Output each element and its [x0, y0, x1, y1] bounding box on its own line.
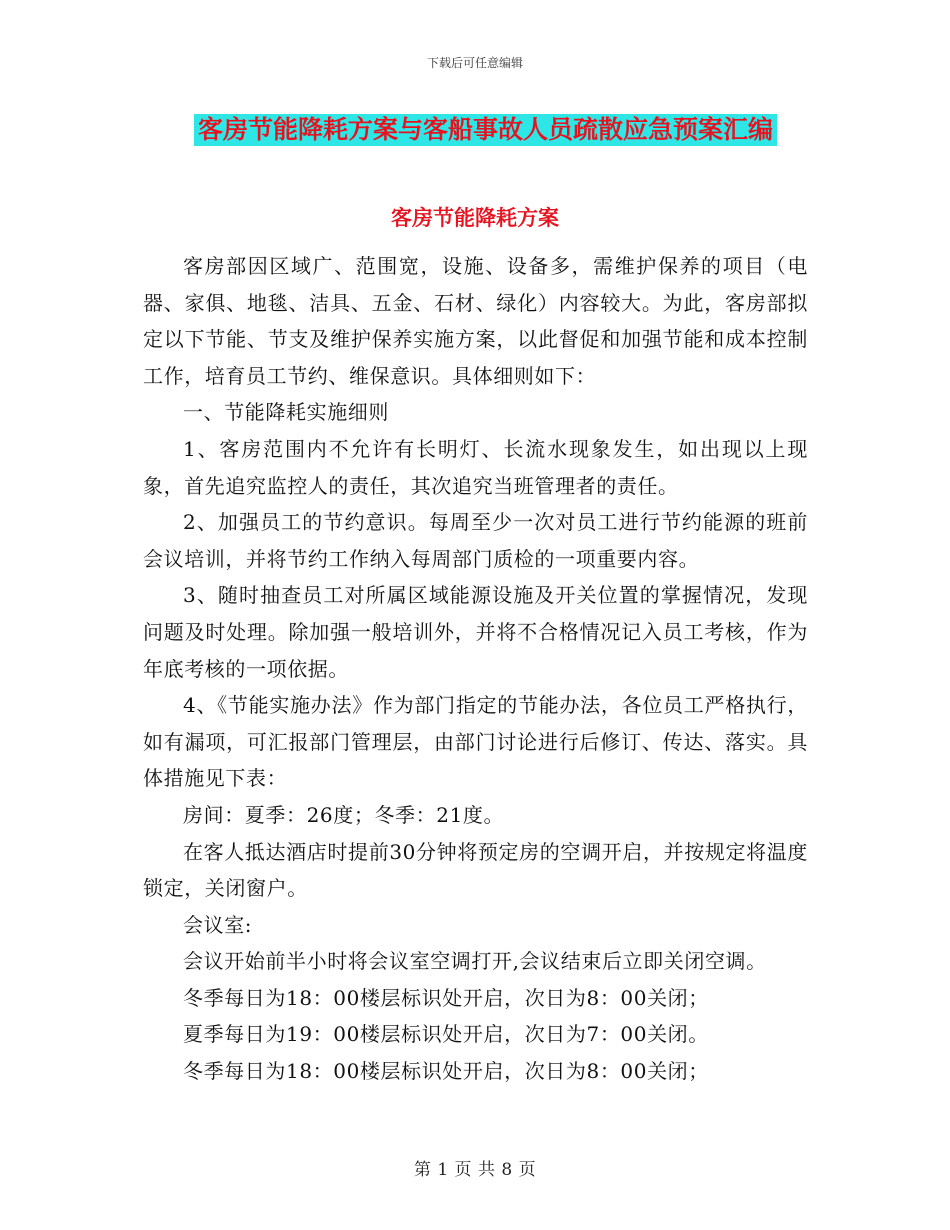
- paragraph-item-2: 2、加强员工的节约意识。每周至少一次对员工进行节约能源的班前会议培训，并将节约工作纳入每周部门质检的一项重要内容。: [143, 510, 808, 571]
- paragraph-summer-schedule: 夏季每日为19：00楼层标识处开启，次日为7：00关闭。: [183, 1022, 709, 1047]
- paragraph-room-ac: 在客人抵达酒店时提前30分钟将预定房的空调开启，并按规定将温度锁定，关闭窗户。: [143, 839, 808, 901]
- paragraph-room-temp: 房间：夏季：26度；冬季：21度。: [183, 802, 505, 827]
- paragraph-meeting-room: 会议室:: [183, 912, 253, 937]
- paragraph-winter-schedule: 冬季每日为18：00楼层标识处开启，次日为8：00关闭；: [183, 985, 709, 1010]
- paragraph-meeting-ac: 会议开始前半小时将会议室空调打开,会议结束后立即关闭空调。: [183, 949, 767, 974]
- page-number-footer: 第 1 页 共 8 页: [413, 1160, 537, 1180]
- document-body: [143, 248, 808, 1090]
- section-title: 客房节能降耗方案: [391, 205, 559, 230]
- page-header-note: 下载后可任意编辑: [426, 56, 523, 70]
- paragraph-item-4: 4、《节能实施办法》作为部门指定的节能办法，各位员工严格执行，如有漏项，可汇报部门管理层，由部门讨论进行后修订、传达、落实。具体措施见下表：: [143, 693, 808, 791]
- paragraph-intro: 客房部因区域广、范围宽，设施、设备多，需维护保养的项目（电器、家俱、地毯、洁具、五金、石材、绿化）内容较大。为此，客房部拟定以下节能、节支及维护保养实施方案，以此督促和加强节能和成本控制工作，培育员工节约、维保意识。具体细则如下：: [143, 254, 808, 388]
- paragraph-item-3: 3、随时抽查员工对所属区域能源设施及开关位置的掌握情况，发现问题及时处理。除加强一般培训外，并将不合格情况记入员工考核，作为年底考核的一项依据。: [143, 583, 808, 681]
- document-title: 客房节能降耗方案与客船事故人员疏散应急预案汇编: [194, 114, 777, 146]
- paragraph-item-1: 1、客房范围内不允许有长明灯、长流水现象发生，如出现以上现象，首先追究监控人的责任，其次追究当班管理者的责任。: [143, 436, 808, 498]
- paragraph-winter-schedule-repeat: 冬季每日为18：00楼层标识处开启，次日为8：00关闭；: [183, 1059, 709, 1084]
- paragraph-heading-1: 一、节能降耗实施细则: [183, 400, 389, 425]
